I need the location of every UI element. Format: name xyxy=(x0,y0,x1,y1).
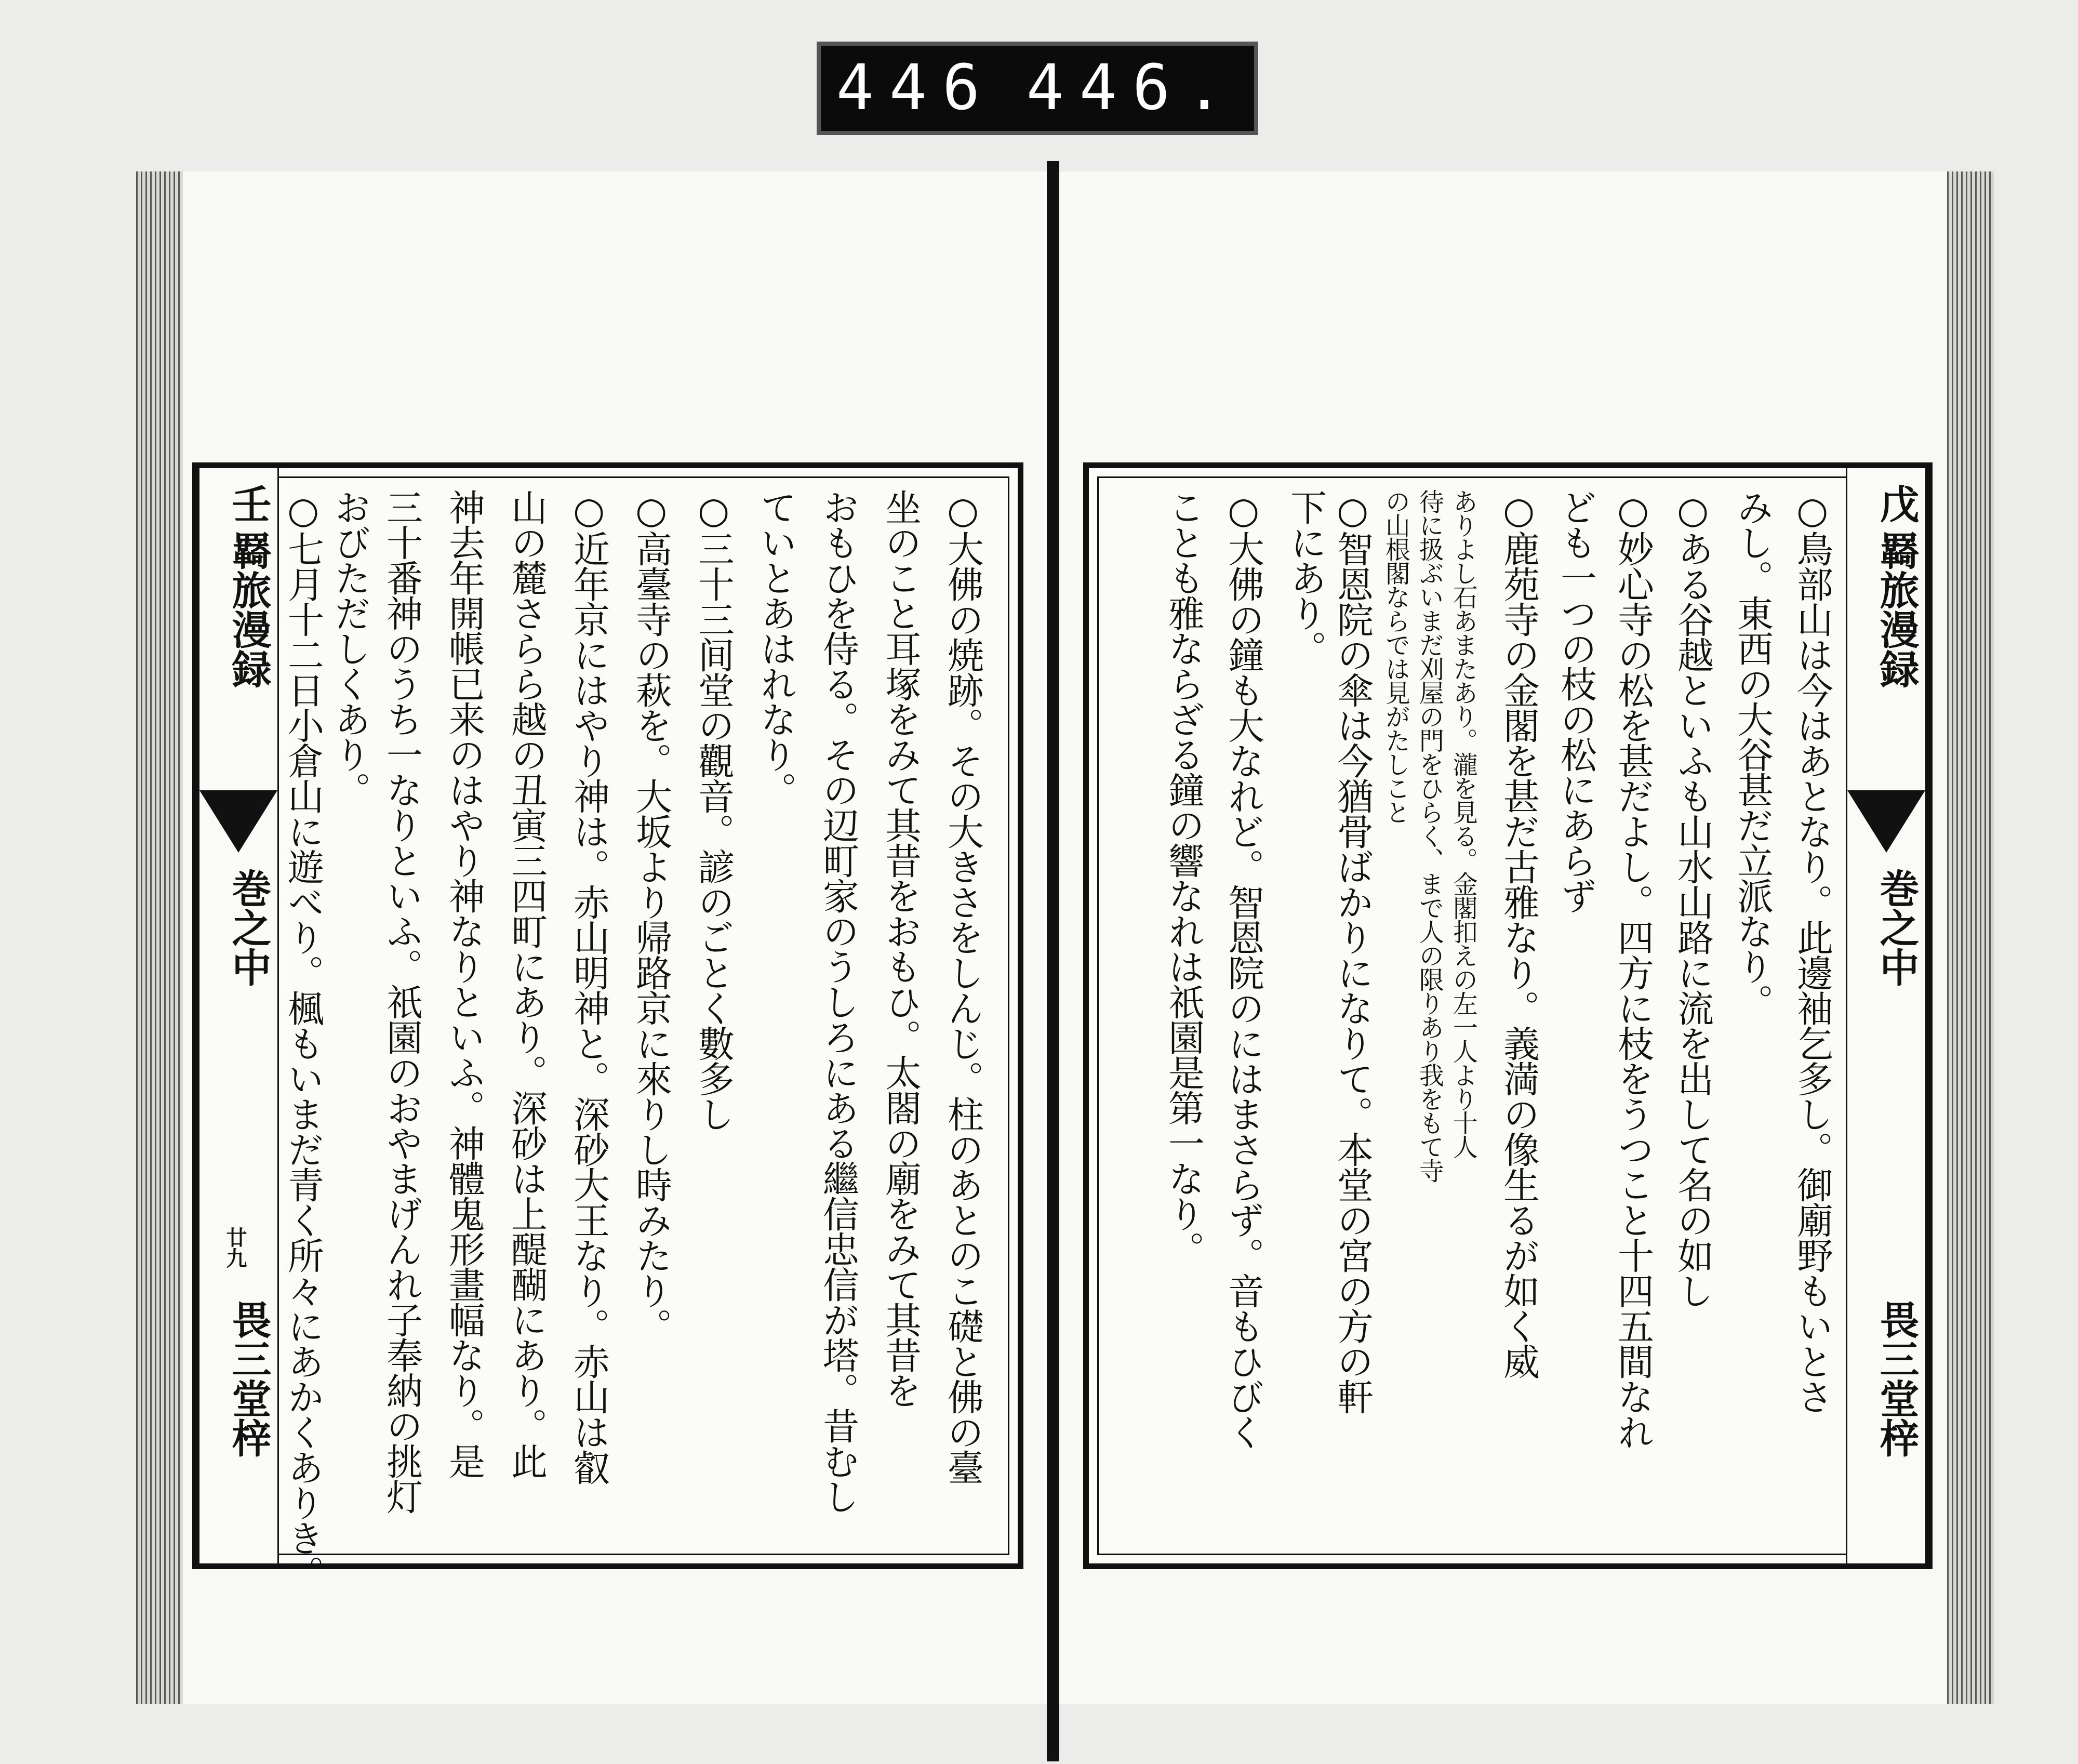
left-volume-label: 巻之中 xyxy=(225,868,272,987)
left-fishtail-mark xyxy=(199,790,277,853)
right-line-11: 下にあり。 xyxy=(1284,489,1327,666)
left-line-1: ○大佛の焼跡。その大きさをしんじ。柱のあとのこ礎と佛の臺 xyxy=(941,489,984,1484)
right-line-10: ○智恩院の傘は今猶骨ばかりになりて。本堂の宮の方の軒 xyxy=(1331,489,1374,1414)
right-line-7: ありよし石あまたあり。瀧を見る。金閣扣えの左一人より十人 xyxy=(1448,489,1478,1158)
left-line-7: ○近年京にはやり神は。赤山明神と。深砂大王なり。赤山は叡 xyxy=(567,489,610,1484)
right-book-title: 羇旅漫録 xyxy=(1873,530,1920,688)
right-line-8: 待に扱ぶいまだ刈屋の門をひらく、まで人の限りあり我をもて寺 xyxy=(1415,489,1444,1182)
left-page-frame xyxy=(192,462,1023,1590)
left-line-5: ○三十三间堂の觀音。諺のごとく數多し xyxy=(692,489,735,1131)
plate-number-left: 446 xyxy=(836,52,996,124)
left-book-title: 羇旅漫録 xyxy=(225,530,272,688)
left-line-2: 坐のこと耳塚をみて其昔をおもひ。太閤の廟をみて其昔を xyxy=(879,489,922,1408)
left-line-8: 山の麓さらら越の丑寅三四町にあり。深砂は上醍醐にあり。此 xyxy=(505,489,548,1478)
plate-number-right: 446. xyxy=(1026,52,1239,124)
left-publisher: 畏三堂梓 xyxy=(225,1299,272,1457)
right-line-13: ことも雅ならざる鐘の響なれは祇園是第一なり。 xyxy=(1162,489,1205,1266)
catalog-number-plate xyxy=(817,42,1258,135)
left-hanshin-margin xyxy=(198,468,279,1563)
left-line-12: ○七月十二日小倉山に遊べり。楓もいまだ青く所々にあかくありき。 xyxy=(282,489,325,1590)
left-line-11: おびただしくあり。 xyxy=(328,489,371,807)
left-line-6: ○高臺寺の萩を。大坂より帰路京に來りし時みたり。 xyxy=(630,489,673,1343)
page-edge-right xyxy=(1947,171,1994,1704)
right-line-6: ○鹿苑寺の金閣を甚だ古雅なり。義満の像生るが如く威 xyxy=(1497,489,1540,1378)
right-hanshin-margin xyxy=(1846,468,1927,1563)
right-page-frame xyxy=(1083,462,1933,1569)
right-line-12: ○大佛の鐘も大なれど。智恩院のにはまさらず。音もひびく xyxy=(1222,489,1265,1449)
left-folio-number: 廿九 xyxy=(223,1227,247,1268)
right-line-9: の山根閣ならでは見がたしこと xyxy=(1381,489,1410,824)
right-volume-label: 巻之中 xyxy=(1873,868,1920,987)
left-line-9: 神去年開帳已来のはやり神なりといふ。神體鬼形畫幅なり。是 xyxy=(443,489,486,1478)
left-line-4: ていとあはれなり。 xyxy=(754,489,797,807)
right-line-4: ○妙心寺の松を甚だよし。四方に枝をうつこと十四五間なれ xyxy=(1611,489,1655,1449)
book-gutter xyxy=(1047,161,1059,1761)
left-cyclic-mark: 壬 xyxy=(225,484,272,523)
page-edge-left xyxy=(136,171,183,1704)
open-book xyxy=(140,171,1990,1704)
right-line-1: ○鳥部山は今はあとなり。此邊袖乞多し。御廟野もいとさ xyxy=(1791,489,1834,1414)
right-fishtail-mark xyxy=(1847,790,1925,853)
right-cyclic-mark: 戊 xyxy=(1873,484,1920,523)
right-line-2: みし。東西の大谷甚だ立派なり。 xyxy=(1731,489,1774,1019)
left-line-3: おもひを侍る。その辺町家のうしろにある繼信忠信が塔。昔むし xyxy=(817,489,860,1514)
right-line-5: ども一つの枝の松にあらず xyxy=(1554,489,1597,913)
left-line-10: 三十番神のうち一なりといふ。祇園のおやまげんれ子奉納の挑灯 xyxy=(380,489,423,1514)
right-publisher: 畏三堂梓 xyxy=(1873,1299,1920,1457)
right-line-3: ○ある谷越といふも山水山路に流を出して名の如し xyxy=(1671,489,1714,1308)
